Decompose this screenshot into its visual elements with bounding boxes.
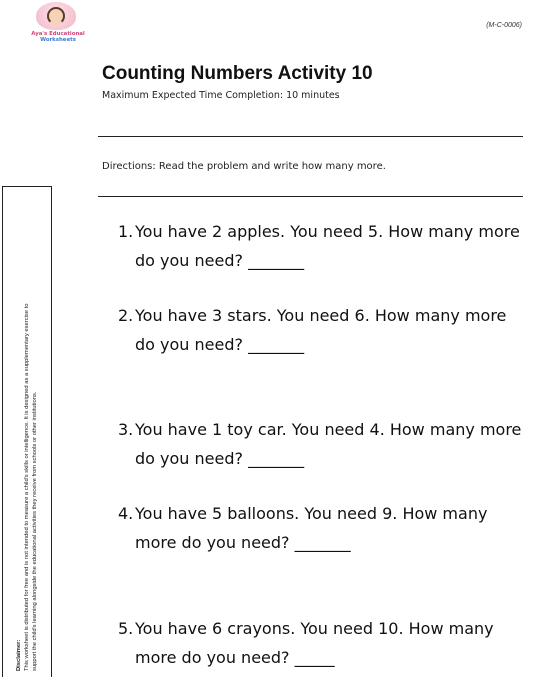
question-1-number: 1. [118,222,134,241]
question-2 [118,301,528,359]
page-title: Counting Numbers Activity 10 [102,63,373,84]
disclaimer-heading: Disclaimer: [16,639,22,671]
question-4 [118,499,528,557]
disclaimer-line-2: support the child's learning alongside the educational activities they receive from schools or other institutions. [32,391,38,671]
question-2-text: You have 3 stars. You need 6. How many more [135,306,507,325]
question-4-line-2: more do you need? _______ [135,533,351,552]
question-1-line-1 [118,217,528,246]
page-subtitle: Maximum Expected Time Completion: 10 minutes [102,90,340,101]
question-1 [118,217,528,275]
disclaimer-line-1: This worksheet is distributed for free and is not intended to measure a child's skills or intelligence. It is designed as a supplementary exercise to [24,303,30,671]
question-3-line-1 [118,415,528,444]
disclaimer-text [15,193,39,671]
question-1-text: You have 2 apples. You need 5. How many more [135,222,520,241]
question-3-text: You have 1 toy car. You need 4. How many more [135,420,522,439]
directions-text: Directions: Read the problem and write how many more. [102,161,386,172]
brand-logo [28,2,88,46]
question-4-number: 4. [118,504,134,523]
question-1-line-2: do you need? _______ [135,251,305,270]
question-5-line-2: more do you need? _____ [135,648,335,667]
divider-top [98,136,523,137]
question-2-line-2: do you need? _______ [135,335,305,354]
question-3-number: 3. [118,420,134,439]
logo-text [28,31,88,43]
question-5-text: You have 6 crayons. You need 10. How many [135,619,494,638]
question-3 [118,415,528,473]
girl-face-icon [47,7,65,25]
logo-line-1: Aya's Educational [31,31,85,37]
question-3-line-2: do you need? _______ [135,449,305,468]
logo-line-2: Worksheets [40,37,76,43]
question-4-line-1 [118,499,528,528]
question-5-number: 5. [118,619,134,638]
question-5 [118,614,528,672]
question-2-line-1 [118,301,528,330]
question-5-line-1 [118,614,528,643]
question-4-text: You have 5 balloons. You need 9. How many [135,504,488,523]
worksheet-code: (M-C-0006) [486,22,522,29]
disclaimer-box [2,186,52,677]
question-2-number: 2. [118,306,134,325]
divider-bottom [98,196,523,197]
